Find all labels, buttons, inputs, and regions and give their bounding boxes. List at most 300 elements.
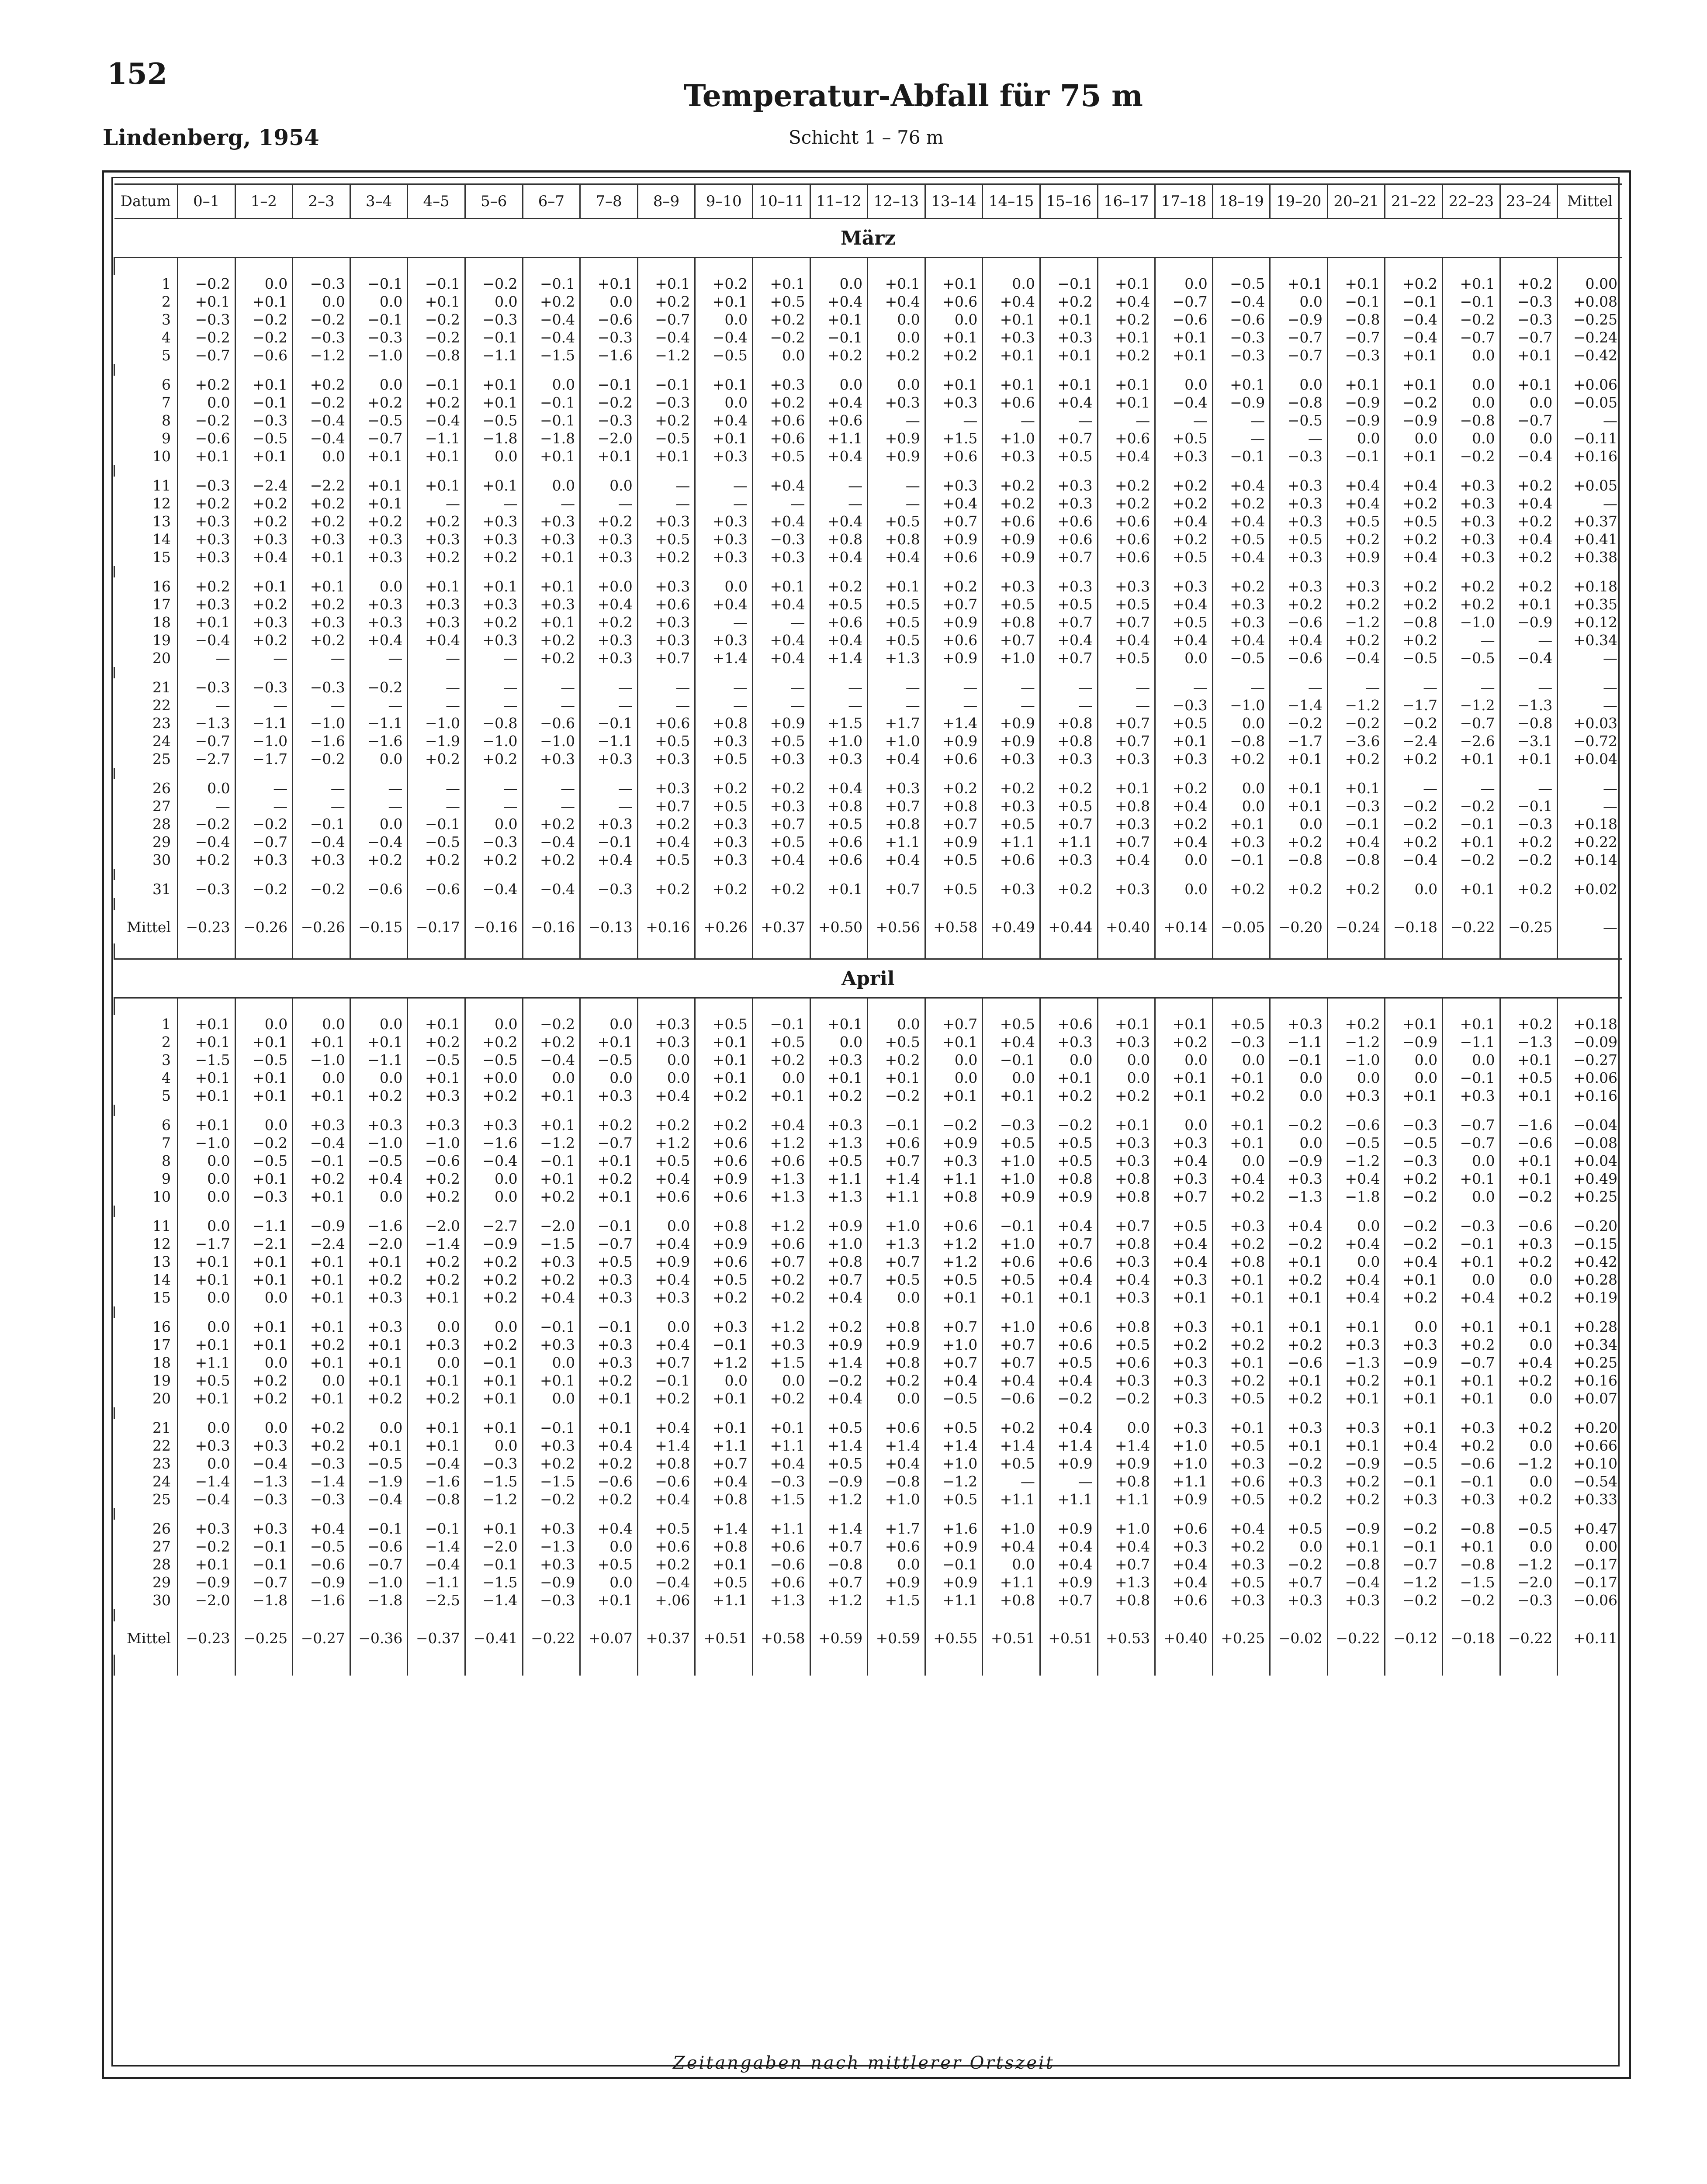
table-cell: +0.5 bbox=[868, 512, 925, 530]
table-cell: +0.7 bbox=[637, 1354, 695, 1372]
table-cell: +0.5 bbox=[1212, 530, 1270, 548]
table-cell: −1.6 bbox=[580, 346, 638, 364]
day-label: 1 bbox=[162, 275, 171, 292]
table-cell: −0.1 bbox=[752, 1015, 810, 1033]
table-cell: 0.0 bbox=[868, 1555, 925, 1573]
temperature-table bbox=[114, 183, 1622, 1676]
table-cell: 0.0 bbox=[1443, 346, 1500, 364]
table-cell: −0.4 bbox=[637, 328, 695, 346]
table-cell: — bbox=[235, 649, 293, 667]
table-cell: +0.3 bbox=[637, 512, 695, 530]
table-cell: 0.0 bbox=[350, 1188, 408, 1206]
table-cell: +0.4 bbox=[580, 1437, 638, 1455]
table-cell: −0.7 bbox=[1270, 346, 1328, 364]
table-cell: +0.7 bbox=[1098, 613, 1155, 631]
table-cell: +0.1 bbox=[1443, 880, 1500, 898]
table-cell: +0.1 bbox=[1327, 1318, 1385, 1336]
table-row bbox=[114, 1389, 1622, 1407]
table-cell: −2.0 bbox=[408, 1217, 465, 1235]
table-cell: +0.1 bbox=[1212, 376, 1270, 394]
table-cell: +0.4 bbox=[637, 1419, 695, 1437]
table-cell: +0.1 bbox=[1385, 1271, 1443, 1289]
table-cell: +0.1 bbox=[1098, 779, 1155, 797]
day-label: 23 bbox=[152, 1455, 171, 1472]
table-cell: +0.1 bbox=[580, 1033, 638, 1051]
table-cell: +1.0 bbox=[925, 1336, 983, 1354]
table-cell: −2.2 bbox=[293, 477, 350, 494]
table-cell: +0.3 bbox=[580, 631, 638, 649]
table-cell: +0.3 bbox=[235, 851, 293, 869]
table-cell: +0.1 bbox=[235, 1318, 293, 1336]
table-cell: −1.5 bbox=[465, 1573, 523, 1591]
table-cell: 0.00 bbox=[1558, 1538, 1622, 1555]
table-cell: +0.6 bbox=[925, 1217, 983, 1235]
gap-before-mean bbox=[114, 1609, 1622, 1621]
table-cell: +0.1 bbox=[1327, 1538, 1385, 1555]
table-cell: +0.1 bbox=[1212, 1116, 1270, 1134]
table-cell: +0.3 bbox=[465, 512, 523, 530]
table-cell: — bbox=[408, 494, 465, 512]
table-cell: +0.4 bbox=[1270, 1217, 1328, 1235]
table-cell: +0.9 bbox=[868, 429, 925, 447]
table-cell: +0.6 bbox=[925, 750, 983, 768]
table-cell: −0.1 bbox=[235, 1555, 293, 1573]
table-cell: 0.0 bbox=[637, 1051, 695, 1069]
mean-row bbox=[114, 910, 1622, 943]
table-row bbox=[114, 548, 1622, 566]
table-cell: −0.2 bbox=[1443, 797, 1500, 815]
table-cell: +0.3 bbox=[235, 1520, 293, 1538]
day-label: 27 bbox=[152, 798, 171, 815]
table-cell: 0.0 bbox=[465, 815, 523, 833]
table-row bbox=[114, 1033, 1622, 1051]
table-cell: +0.1 bbox=[580, 1591, 638, 1609]
table-cell: +1.4 bbox=[1040, 1437, 1098, 1455]
table-cell: +0.5 bbox=[695, 1573, 753, 1591]
table-cell: +0.2 bbox=[925, 779, 983, 797]
table-cell: −0.2 bbox=[1500, 851, 1558, 869]
table-cell: +0.4 bbox=[925, 1372, 983, 1389]
table-cell: +1.2 bbox=[810, 1591, 868, 1609]
table-cell: −0.3 bbox=[293, 275, 350, 293]
table-cell: −0.3 bbox=[1212, 1033, 1270, 1051]
table-cell: +0.1 bbox=[408, 1069, 465, 1087]
table-cell: 0.0 bbox=[1155, 649, 1213, 667]
table-cell: +0.7 bbox=[925, 1318, 983, 1336]
table-cell: — bbox=[1558, 649, 1622, 667]
table-cell: +0.2 bbox=[235, 631, 293, 649]
table-cell: −0.2 bbox=[810, 1372, 868, 1389]
table-cell: +0.9 bbox=[925, 530, 983, 548]
table-cell: +0.4 bbox=[983, 1033, 1040, 1051]
table-cell: −0.1 bbox=[408, 376, 465, 394]
table-cell: −1.3 bbox=[523, 1538, 580, 1555]
table-cell: +0.3 bbox=[350, 1116, 408, 1134]
table-cell: +0.1 bbox=[1270, 1289, 1328, 1306]
table-cell: +0.4 bbox=[1155, 1253, 1213, 1271]
table-cell: −0.1 bbox=[408, 1520, 465, 1538]
table-cell: +0.2 bbox=[1500, 1372, 1558, 1389]
table-cell: −0.2 bbox=[235, 1134, 293, 1152]
table-cell: +0.47 bbox=[1558, 1520, 1622, 1538]
table-cell: 0.0 bbox=[1098, 1069, 1155, 1087]
table-cell: +0.3 bbox=[1098, 1152, 1155, 1170]
mean-cell: +0.56 bbox=[868, 910, 925, 943]
table-cell: +0.5 bbox=[868, 631, 925, 649]
table-cell: −0.5 bbox=[465, 1051, 523, 1069]
table-cell: +0.1 bbox=[1500, 595, 1558, 613]
table-cell: +0.2 bbox=[465, 548, 523, 566]
table-cell: +0.1 bbox=[1500, 1170, 1558, 1188]
table-cell: +1.2 bbox=[810, 1490, 868, 1508]
table-cell: +0.7 bbox=[983, 1336, 1040, 1354]
table-cell: +0.2 bbox=[465, 851, 523, 869]
table-cell: +0.3 bbox=[1270, 577, 1328, 595]
table-cell: — bbox=[1270, 429, 1328, 447]
table-cell: +0.1 bbox=[523, 577, 580, 595]
table-cell: 0.0 bbox=[465, 1170, 523, 1188]
table-cell: +0.1 bbox=[983, 311, 1040, 328]
table-cell: +0.6 bbox=[925, 447, 983, 465]
table-cell: −1.3 bbox=[1327, 1354, 1385, 1372]
table-cell: −0.3 bbox=[235, 1188, 293, 1206]
table-cell: +0.2 bbox=[983, 494, 1040, 512]
table-cell: +0.2 bbox=[1443, 595, 1500, 613]
table-cell: +0.3 bbox=[523, 512, 580, 530]
table-cell: +0.3 bbox=[1040, 1033, 1098, 1051]
table-cell: +0.4 bbox=[810, 512, 868, 530]
table-cell: −2.0 bbox=[580, 429, 638, 447]
table-cell: −0.3 bbox=[1212, 328, 1270, 346]
table-cell: +0.5 bbox=[752, 833, 810, 851]
table-cell: +0.8 bbox=[868, 815, 925, 833]
table-cell: +0.5 bbox=[695, 1015, 753, 1033]
table-cell: −0.1 bbox=[523, 394, 580, 411]
table-cell: −0.8 bbox=[1327, 1555, 1385, 1573]
table-cell: −0.3 bbox=[752, 1472, 810, 1490]
table-cell: +0.4 bbox=[1212, 548, 1270, 566]
table-cell: +0.1 bbox=[235, 1271, 293, 1289]
table-cell: — bbox=[408, 797, 465, 815]
table-cell: 0.0 bbox=[1443, 1271, 1500, 1289]
table-cell: — bbox=[235, 779, 293, 797]
table-cell: +0.3 bbox=[580, 1336, 638, 1354]
table-row bbox=[114, 1051, 1622, 1069]
table-cell: −2.4 bbox=[235, 477, 293, 494]
table-cell: +0.3 bbox=[637, 631, 695, 649]
table-cell: −1.2 bbox=[925, 1472, 983, 1490]
table-cell: +0.4 bbox=[1327, 1235, 1385, 1253]
table-cell: −0.2 bbox=[178, 1538, 235, 1555]
table-cell: −0.1 bbox=[1212, 851, 1270, 869]
table-cell: +0.2 bbox=[465, 1253, 523, 1271]
table-cell: +0.2 bbox=[1270, 595, 1328, 613]
table-cell: 0.0 bbox=[408, 1318, 465, 1336]
table-cell: +0.4 bbox=[1098, 1271, 1155, 1289]
table-cell: +0.2 bbox=[580, 1170, 638, 1188]
table-cell: −0.27 bbox=[1558, 1051, 1622, 1069]
table-cell: +0.7 bbox=[637, 649, 695, 667]
table-cell: +1.2 bbox=[752, 1318, 810, 1336]
table-cell: −0.1 bbox=[1385, 293, 1443, 311]
table-cell: −0.2 bbox=[235, 328, 293, 346]
table-cell: +1.1 bbox=[695, 1437, 753, 1455]
table-cell: +0.7 bbox=[1098, 833, 1155, 851]
table-cell: 0.0 bbox=[1155, 1051, 1213, 1069]
table-cell: −0.9 bbox=[1385, 1033, 1443, 1051]
table-cell: — bbox=[523, 779, 580, 797]
table-cell: +0.1 bbox=[178, 1555, 235, 1573]
table-cell: −0.3 bbox=[1270, 447, 1328, 465]
table-cell: −0.3 bbox=[752, 530, 810, 548]
table-cell: −1.1 bbox=[235, 714, 293, 732]
mean-cell: +0.53 bbox=[1098, 1621, 1155, 1655]
table-cell: 0.0 bbox=[178, 1455, 235, 1472]
table-cell: +0.2 bbox=[408, 1253, 465, 1271]
table-cell: 0.0 bbox=[1500, 1538, 1558, 1555]
table-cell: 0.0 bbox=[1500, 1271, 1558, 1289]
table-cell: −0.5 bbox=[235, 429, 293, 447]
table-cell: +0.1 bbox=[1212, 815, 1270, 833]
table-cell: −0.1 bbox=[580, 1318, 638, 1336]
table-cell: 0.0 bbox=[465, 293, 523, 311]
table-cell: −2.0 bbox=[523, 1217, 580, 1235]
table-cell: −0.2 bbox=[1500, 1188, 1558, 1206]
table-cell: 0.0 bbox=[1212, 1051, 1270, 1069]
table-cell: — bbox=[983, 696, 1040, 714]
table-cell: +0.08 bbox=[1558, 293, 1622, 311]
table-cell: −0.9 bbox=[293, 1573, 350, 1591]
table-cell: +0.04 bbox=[1558, 750, 1622, 768]
table-cell: −0.9 bbox=[1327, 1455, 1385, 1472]
table-cell: +0.1 bbox=[1212, 1419, 1270, 1437]
table-cell: −2.0 bbox=[350, 1235, 408, 1253]
table-cell: +0.3 bbox=[925, 1152, 983, 1170]
table-cell: — bbox=[1500, 779, 1558, 797]
table-cell: +0.5 bbox=[580, 1253, 638, 1271]
table-cell: +1.1 bbox=[1155, 1472, 1213, 1490]
table-cell: — bbox=[983, 678, 1040, 696]
table-cell: +0.2 bbox=[983, 1419, 1040, 1437]
mean-cell: −0.20 bbox=[1270, 910, 1328, 943]
table-cell: +0.3 bbox=[695, 530, 753, 548]
table-cell: +0.5 bbox=[752, 447, 810, 465]
table-cell: — bbox=[1270, 678, 1328, 696]
table-cell: +0.2 bbox=[637, 880, 695, 898]
table-cell: +0.1 bbox=[293, 577, 350, 595]
table-cell: 0.0 bbox=[350, 1419, 408, 1437]
table-cell: +0.1 bbox=[465, 1389, 523, 1407]
table-cell: +0.1 bbox=[695, 429, 753, 447]
table-cell: −0.1 bbox=[1443, 1472, 1500, 1490]
table-cell: +0.7 bbox=[925, 595, 983, 613]
day-label: 13 bbox=[152, 513, 171, 530]
table-cell: −0.2 bbox=[465, 275, 523, 293]
table-cell: −0.1 bbox=[695, 1336, 753, 1354]
table-cell: +0.5 bbox=[1040, 1354, 1098, 1372]
table-cell: +0.3 bbox=[868, 779, 925, 797]
table-cell: +0.2 bbox=[752, 311, 810, 328]
mean-cell: +0.51 bbox=[695, 1621, 753, 1655]
table-cell: +0.2 bbox=[408, 1170, 465, 1188]
table-cell: +0.5 bbox=[1212, 1573, 1270, 1591]
table-row bbox=[114, 1253, 1622, 1271]
table-row bbox=[114, 1116, 1622, 1134]
table-cell: +0.2 bbox=[580, 512, 638, 530]
group-gap bbox=[114, 566, 1622, 577]
table-cell: +0.3 bbox=[1443, 494, 1500, 512]
table-cell: +0.3 bbox=[1443, 512, 1500, 530]
table-cell: +0.14 bbox=[1558, 851, 1622, 869]
table-cell: +0.1 bbox=[695, 376, 753, 394]
table-cell: −0.05 bbox=[1558, 394, 1622, 411]
table-cell: +0.1 bbox=[408, 1289, 465, 1306]
table-cell: +0.7 bbox=[695, 1455, 753, 1472]
table-cell: 0.0 bbox=[752, 346, 810, 364]
table-cell: +0.3 bbox=[1212, 613, 1270, 631]
table-cell: +0.5 bbox=[1040, 1134, 1098, 1152]
table-cell: +0.3 bbox=[1040, 477, 1098, 494]
table-cell: +0.4 bbox=[1500, 494, 1558, 512]
table-row bbox=[114, 696, 1622, 714]
table-cell: −0.7 bbox=[1270, 328, 1328, 346]
group-gap bbox=[114, 1105, 1622, 1116]
table-cell: −0.3 bbox=[1500, 815, 1558, 833]
table-cell: +0.3 bbox=[983, 750, 1040, 768]
table-row bbox=[114, 1188, 1622, 1206]
table-cell: 0.0 bbox=[178, 1318, 235, 1336]
table-cell: +0.1 bbox=[810, 311, 868, 328]
table-cell: −0.7 bbox=[1327, 328, 1385, 346]
table-cell: — bbox=[1212, 411, 1270, 429]
table-cell: +0.1 bbox=[580, 1389, 638, 1407]
table-cell: +0.1 bbox=[695, 1033, 753, 1051]
table-cell: −1.6 bbox=[1500, 1116, 1558, 1134]
table-cell: +0.2 bbox=[293, 1437, 350, 1455]
table-cell: +0.05 bbox=[1558, 477, 1622, 494]
table-cell: +0.2 bbox=[580, 1490, 638, 1508]
table-cell: 0.0 bbox=[1098, 1051, 1155, 1069]
group-gap bbox=[114, 465, 1622, 477]
table-cell: +1.1 bbox=[1040, 833, 1098, 851]
table-cell: +0.5 bbox=[1098, 595, 1155, 613]
table-cell: +0.2 bbox=[1155, 815, 1213, 833]
table-row bbox=[114, 1087, 1622, 1105]
column-header: 20–21 bbox=[1327, 184, 1385, 219]
table-cell: +0.1 bbox=[178, 1033, 235, 1051]
day-label: 7 bbox=[162, 394, 171, 411]
table-cell: +0.7 bbox=[637, 797, 695, 815]
table-cell: +0.5 bbox=[1155, 613, 1213, 631]
mean-cell: −0.15 bbox=[350, 910, 408, 943]
table-cell: −0.2 bbox=[752, 328, 810, 346]
table-cell: — bbox=[1558, 494, 1622, 512]
table-cell: +0.1 bbox=[465, 1419, 523, 1437]
table-cell: — bbox=[235, 696, 293, 714]
table-cell: −0.15 bbox=[1558, 1235, 1622, 1253]
table-cell: +0.6 bbox=[1098, 530, 1155, 548]
table-cell: −0.9 bbox=[1500, 613, 1558, 631]
table-cell: +0.5 bbox=[695, 797, 753, 815]
table-cell: +0.1 bbox=[350, 477, 408, 494]
table-cell: +0.1 bbox=[235, 577, 293, 595]
table-cell: −0.2 bbox=[1327, 714, 1385, 732]
table-row bbox=[114, 750, 1622, 768]
table-cell: +0.8 bbox=[695, 1217, 753, 1235]
table-cell: +0.4 bbox=[637, 1170, 695, 1188]
table-cell: +0.1 bbox=[178, 1015, 235, 1033]
table-cell: — bbox=[752, 696, 810, 714]
table-cell: −1.0 bbox=[1443, 613, 1500, 631]
table-cell: −0.4 bbox=[523, 311, 580, 328]
table-row bbox=[114, 1490, 1622, 1508]
table-cell: −0.06 bbox=[1558, 1591, 1622, 1609]
table-cell: −2.0 bbox=[465, 1538, 523, 1555]
table-cell: +0.3 bbox=[1270, 1015, 1328, 1033]
table-cell: +0.2 bbox=[1385, 631, 1443, 649]
table-cell: +0.3 bbox=[1155, 1318, 1213, 1336]
table-cell: +0.4 bbox=[1040, 631, 1098, 649]
table-cell: +1.4 bbox=[810, 1437, 868, 1455]
table-cell: −0.5 bbox=[695, 346, 753, 364]
table-cell: −0.1 bbox=[1327, 447, 1385, 465]
table-cell: — bbox=[810, 477, 868, 494]
table-cell: +0.3 bbox=[695, 548, 753, 566]
table-cell: −0.7 bbox=[1385, 1555, 1443, 1573]
table-cell: 0.0 bbox=[695, 1372, 753, 1389]
table-cell: +0.2 bbox=[1212, 1538, 1270, 1555]
table-cell: +0.6 bbox=[1040, 512, 1098, 530]
table-cell: +0.3 bbox=[637, 577, 695, 595]
table-cell: +0.2 bbox=[1385, 577, 1443, 595]
table-cell: −0.3 bbox=[293, 678, 350, 696]
table-cell: +0.4 bbox=[752, 1455, 810, 1472]
table-cell: +0.3 bbox=[1270, 1170, 1328, 1188]
table-cell: +0.4 bbox=[1040, 1372, 1098, 1389]
table-cell: −0.7 bbox=[1500, 328, 1558, 346]
day-label: 17 bbox=[152, 1336, 171, 1353]
table-cell: +0.1 bbox=[1385, 1372, 1443, 1389]
table-cell: +0.4 bbox=[868, 293, 925, 311]
table-row bbox=[114, 275, 1622, 293]
table-cell: −0.2 bbox=[925, 1116, 983, 1134]
table-cell: +0.6 bbox=[810, 613, 868, 631]
table-cell: +0.4 bbox=[1327, 1289, 1385, 1306]
table-cell: +0.6 bbox=[752, 1235, 810, 1253]
table-cell: — bbox=[178, 696, 235, 714]
group-gap bbox=[114, 667, 1622, 678]
table-cell: +0.1 bbox=[1212, 1069, 1270, 1087]
table-cell: +0.3 bbox=[1327, 1419, 1385, 1437]
table-cell: −1.2 bbox=[1327, 1033, 1385, 1051]
table-cell: +0.66 bbox=[1558, 1437, 1622, 1455]
table-cell: +0.6 bbox=[983, 394, 1040, 411]
table-cell: +0.1 bbox=[1212, 1271, 1270, 1289]
table-cell: 0.0 bbox=[983, 1555, 1040, 1573]
table-cell: +0.4 bbox=[1270, 631, 1328, 649]
mean-cell: −0.18 bbox=[1443, 1621, 1500, 1655]
table-cell: −0.8 bbox=[465, 714, 523, 732]
mean-cell: +0.16 bbox=[637, 910, 695, 943]
table-cell: +0.3 bbox=[1443, 548, 1500, 566]
table-cell: +0.2 bbox=[695, 779, 753, 797]
table-cell: +0.6 bbox=[695, 1188, 753, 1206]
table-cell: +0.8 bbox=[1212, 1253, 1270, 1271]
table-cell: −0.20 bbox=[1558, 1217, 1622, 1235]
table-cell: +1.3 bbox=[1098, 1573, 1155, 1591]
table-cell: +0.1 bbox=[1500, 750, 1558, 768]
table-cell: — bbox=[465, 797, 523, 815]
